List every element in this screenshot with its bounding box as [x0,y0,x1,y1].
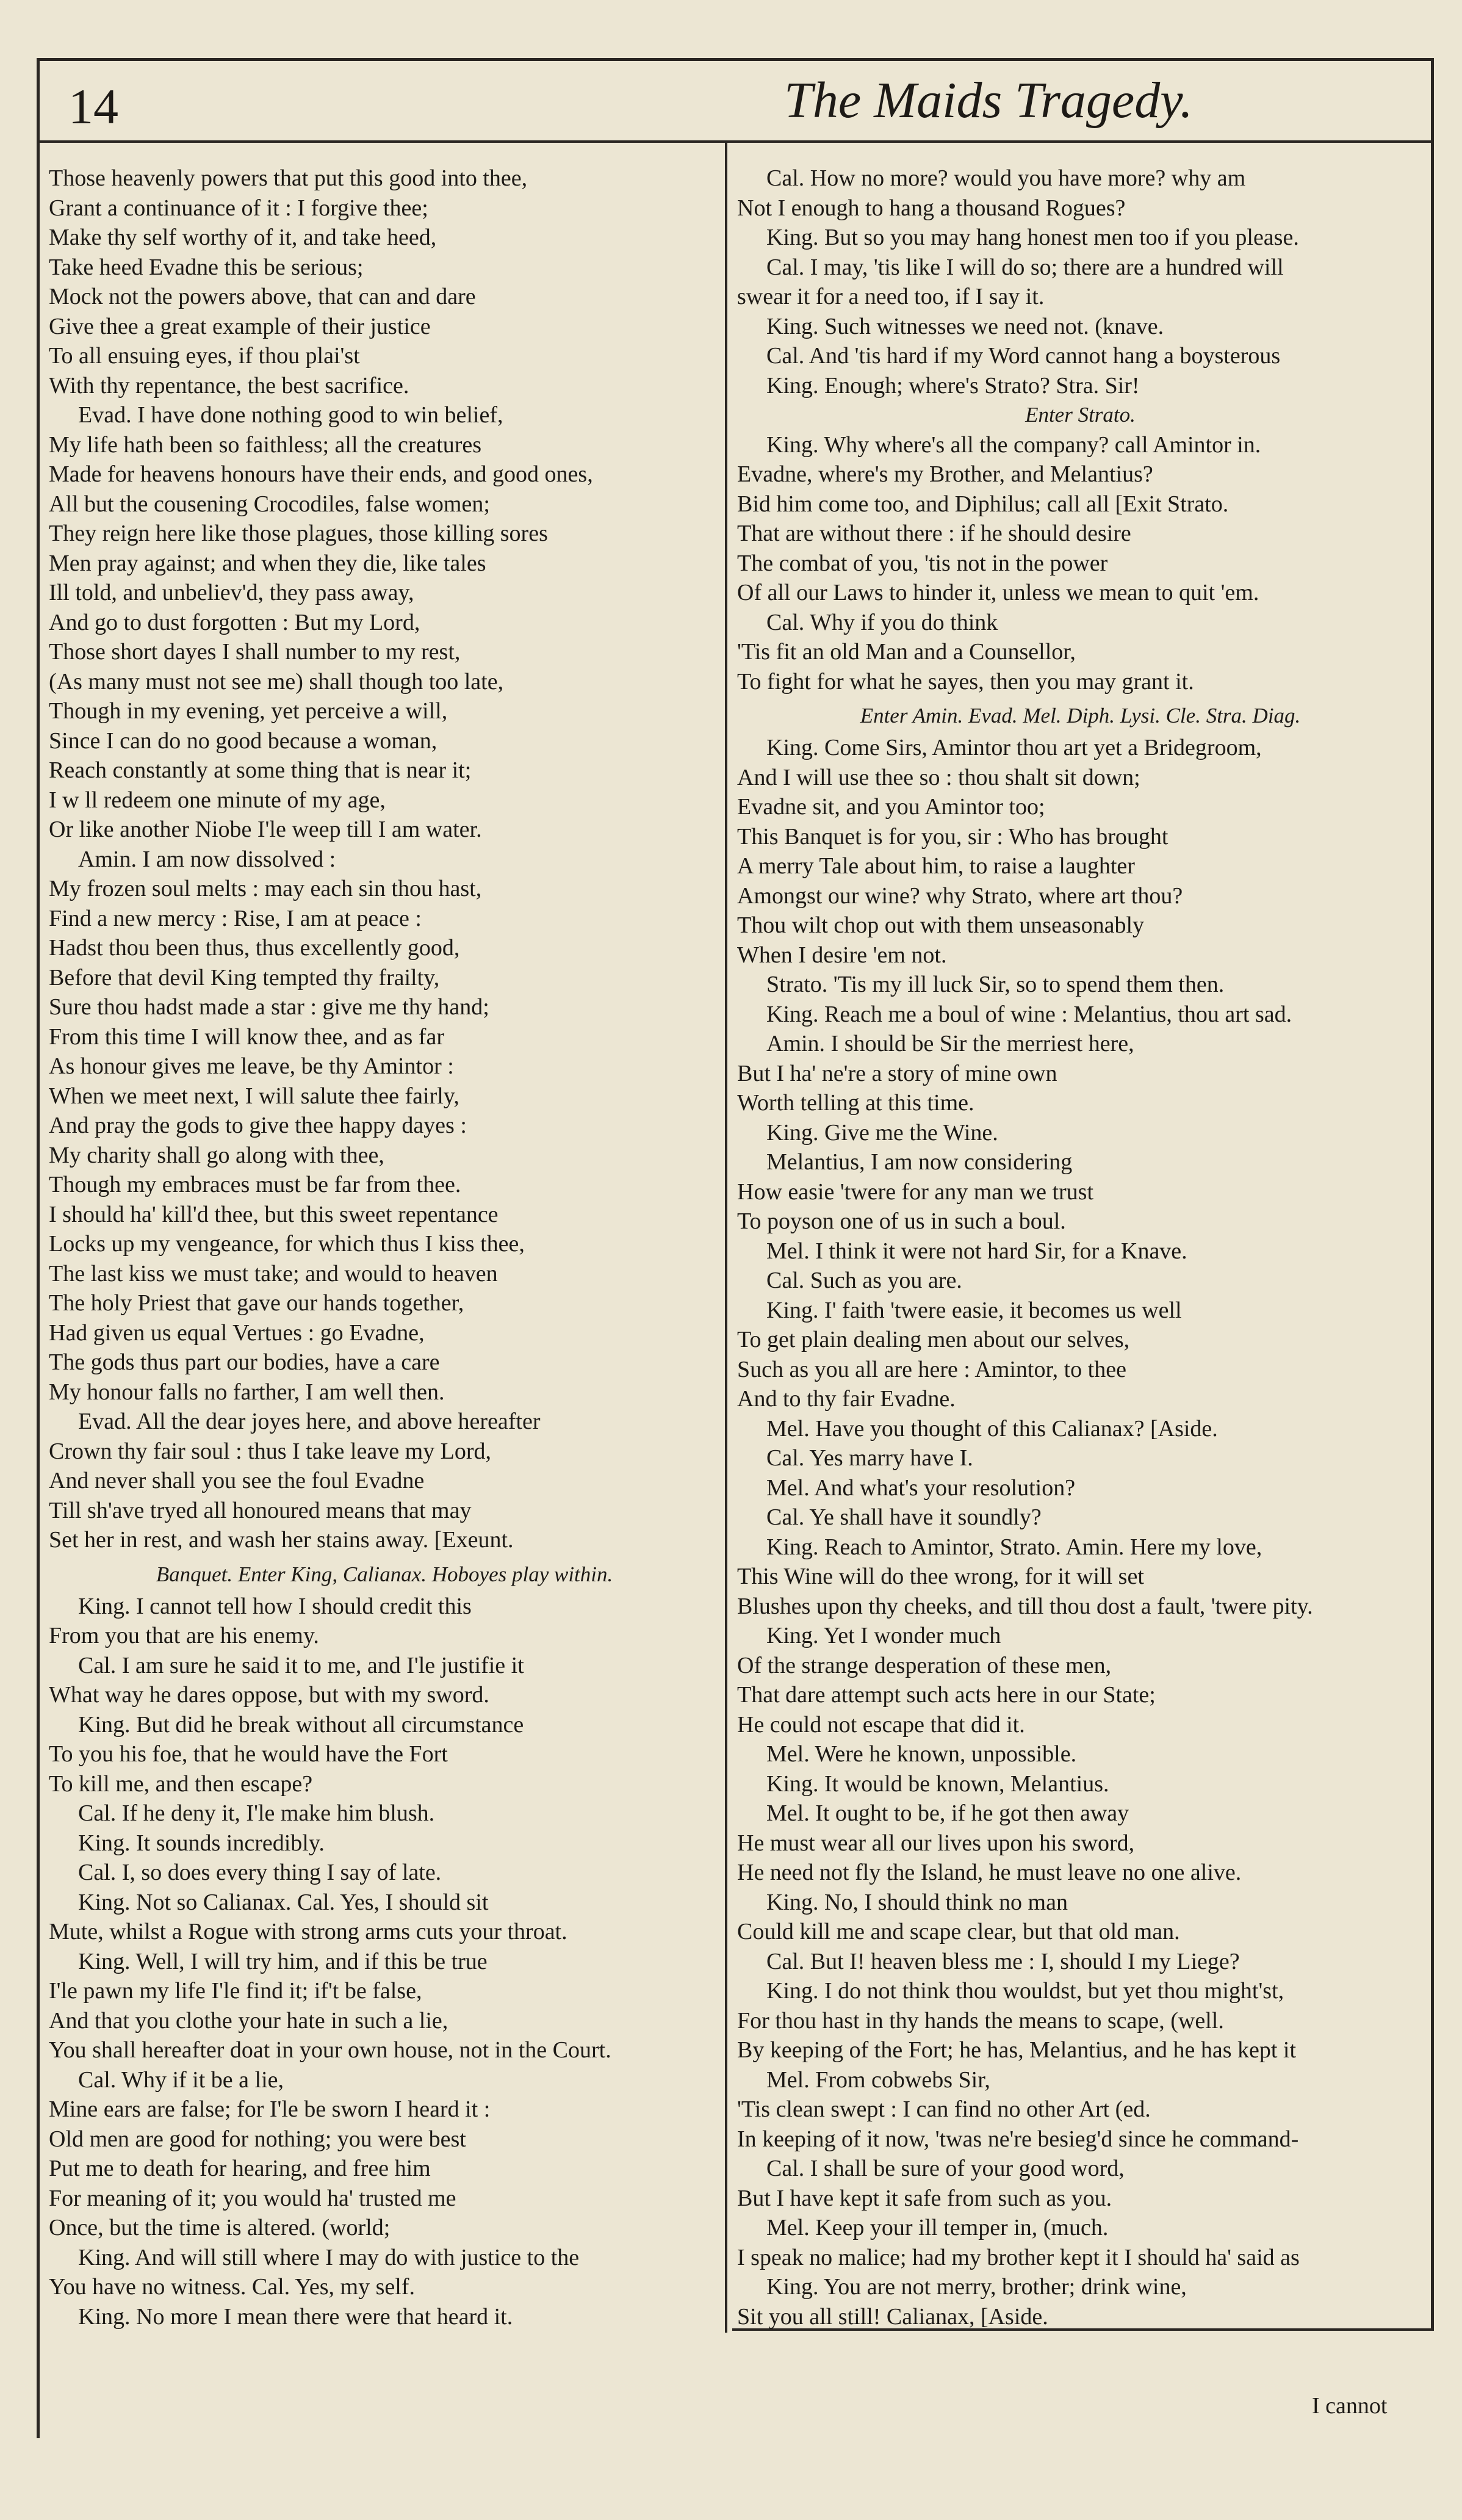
text-line: Mel. From cobwebs Sir, [766,2067,990,2093]
text-line: This Banquet is for you, sir : Who has brought [737,823,1169,850]
text-line: I should ha' kill'd thee, but this sweet repentance [49,1201,499,1227]
text-line: He could not escape that did it. [737,1711,1025,1738]
text-line: That dare attempt such acts here in our State; [737,1682,1156,1708]
text-line: Mine ears are false; for I'le be sworn I heard it : [49,2096,491,2122]
text-line: Cal. And 'tis hard if my Word cannot hang a boysterous [766,343,1281,369]
text-line: Mel. It ought to be, if he got then away [766,1800,1129,1826]
text-line: Cal. I shall be sure of your good word, [766,2156,1125,2181]
text-line: King. Enough; where's Strato? Stra. Sir! [766,372,1140,399]
text-line: The gods thus part our bodies, have a care [49,1349,440,1375]
text-line: Till sh'ave tryed all honoured means that may [49,1497,472,1523]
text-line: King. But did he break without all circumstance [78,1711,524,1738]
text-line: Cal. If he deny it, I'le make him blush. [78,1800,435,1826]
text-line: But I have kept it safe from such as you. [737,2185,1112,2211]
text-line: Made for heavens honours have their ends, and good ones, [49,461,593,487]
text-line: Bid him come too, and Diphilus; call all [Exit Strato. [737,491,1229,517]
text-line: All but the cousening Crocodiles, false women; [49,491,490,517]
text-line: Set her in rest, and wash her stains away. [Exeunt. [49,1527,514,1553]
text-line: Sit you all still! Calianax, [Aside. [737,2303,1048,2330]
text-line: Mel. Were he known, unpossible. [766,1741,1077,1767]
text-line: King. Reach to Amintor, Strato. Amin. Here my love, [766,1534,1262,1560]
text-line: King. And will still where I may do with justice to the [78,2244,580,2270]
text-line: To fight for what he sayes, then you may grant it. [737,668,1194,695]
text-line: Cal. Why if it be a lie, [78,2067,284,2093]
text-line: Though my embraces must be far from thee. [49,1172,461,1197]
text-line: King. Not so Calianax. Cal. Yes, I should sit [78,1889,489,1915]
text-line: King. But so you may hang honest men too if you please. [766,225,1299,250]
text-line: Mel. Have you thought of this Calianax? [Aside. [766,1415,1218,1442]
text-line: Evad. All the dear joyes here, and above hereafter [78,1409,541,1434]
text-line: The last kiss we must take; and would to heaven [49,1260,498,1287]
text-line: To get plain dealing men about our selves, [737,1327,1130,1352]
text-line: Those short dayes I shall number to my rest, [49,639,461,665]
text-line: Strato. 'Tis my ill luck Sir, so to spend them then. [766,972,1225,997]
text-line: Had given us equal Vertues : go Evadne, [49,1320,425,1346]
frame-left-rule [37,58,40,2438]
text-line: Worth telling at this time. [737,1090,974,1116]
text-line: Put me to death for hearing, and free him [49,2156,431,2181]
text-line: When I desire 'em not. [737,942,947,968]
text-line: That are without there : if he should desire [737,521,1131,546]
text-line: Evad. I have done nothing good to win belief, [78,402,503,428]
text-line: Reach constantly at some thing that is near it; [49,757,472,783]
text-line: Mel. I think it were not hard Sir, for a Knave. [766,1238,1187,1264]
text-line: Banquet. Enter King, Calianax. Hoboyes play within. [156,1562,613,1586]
text-line: Cal. Why if you do think [766,609,998,635]
text-line: King. No more I mean there were that heard it. [78,2303,513,2330]
text-line: And I will use thee so : thou shalt sit down; [737,764,1140,790]
text-line: Take heed Evadne this be serious; [49,254,364,280]
text-line: When we meet next, I will salute thee fairly, [49,1083,459,1109]
text-line: Evadne sit, and you Amintor too; [737,794,1045,820]
frame-right-rule [1431,58,1434,2328]
text-line: Such as you all are here : Amintor, to thee [737,1356,1126,1382]
text-line: To all ensuing eyes, if thou plai'st [49,343,360,369]
text-line: My charity shall go along with thee, [49,1142,384,1168]
text-line: Cal. Yes marry have I. [766,1445,973,1471]
text-line: Cal. Such as you are. [766,1268,962,1293]
text-line: Or like another Niobe I'le weep till I am water. [49,817,482,842]
text-line: Since I can do no good because a woman, [49,727,438,754]
text-line: Of the strange desperation of these men, [737,1652,1112,1678]
text-line: Melantius, I am now considering [766,1149,1073,1175]
text-line: The holy Priest that gave our hands together, [49,1290,464,1316]
text-line: From you that are his enemy. [49,1623,319,1648]
text-line: For thou hast in thy hands the means to scape, (well. [737,2007,1224,2034]
right-column [737,164,1424,2331]
text-line: King. Well, I will try him, and if this be true [78,1948,488,1974]
text-line: And go to dust forgotten : But my Lord, [49,609,420,635]
text-line: Thou wilt chop out with them unseasonably [737,912,1145,938]
frame-top-rule [37,58,1434,61]
text-line: Enter Amin. Evad. Mel. Diph. Lysi. Cle. Stra. Diag. [860,704,1301,727]
text-line: Grant a continuance of it : I forgive thee; [49,195,428,221]
text-line: For meaning of it; you would ha' trusted me [49,2185,456,2211]
text-line: Men pray against; and when they die, like tales [49,550,486,576]
text-line: A merry Tale about him, to raise a laughter [737,853,1135,879]
text-line: Make thy self worthy of it, and take heed, [49,225,437,250]
text-line: To you his foe, that he would have the Fort [49,1741,448,1767]
text-line: As honour gives me leave, be thy Amintor : [49,1053,454,1079]
text-line: Though in my evening, yet perceive a will, [49,698,448,724]
text-line: This Wine will do thee wrong, for it will set [737,1564,1144,1589]
text-line: You shall hereafter doat in your own house, not in the Court. [49,2037,611,2063]
text-line: I'le pawn my life I'le find it; if't be false, [49,1978,422,2004]
text-line: Could kill me and scape clear, but that old man. [737,1919,1180,1944]
catchword: I cannot [1312,2393,1388,2419]
text-line: But I ha' ne're a story of mine own [737,1060,1057,1086]
text-line: King. No, I should think no man [766,1889,1068,1915]
text-line: In keeping of it now, 'twas ne're besieg'd since he command- [737,2126,1299,2152]
text-line: Crown thy fair soul : thus I take leave my Lord, [49,1438,492,1464]
text-line: Old men are good for nothing; you were best [49,2126,466,2152]
page-number: 14 [68,79,118,134]
left-column [49,164,720,2331]
text-line: To kill me, and then escape? [49,1771,313,1797]
column-divider [725,142,727,2333]
text-line: How easie 'twere for any man we trust [737,1179,1094,1205]
text-line: King. You are not merry, brother; drink wine, [766,2274,1187,2300]
running-title: The Maids Tragedy. [784,72,1193,129]
text-line: Of all our Laws to hinder it, unless we mean to quit 'em. [737,580,1259,605]
text-line: My life hath been so faithless; all the creatures [49,431,482,458]
text-line: Those heavenly powers that put this good into thee, [49,165,528,191]
text-line: King. I do not think thou wouldst, but yet thou might'st, [766,1978,1284,2004]
text-line: Ill told, and unbeliev'd, they pass away, [49,580,414,605]
text-line: Sure thou hadst made a star : give me thy hand; [49,994,489,1020]
text-line: King. Give me the Wine. [766,1119,998,1146]
text-line: And that you clothe your hate in such a lie, [49,2007,448,2034]
text-line: Mel. And what's your resolution? [766,1475,1076,1501]
text-line: My honour falls no farther, I am well then. [49,1379,445,1405]
text-line: Enter Strato. [1025,403,1136,427]
text-line: Before that devil King tempted thy frailty, [49,964,440,991]
text-line: Locks up my vengeance, for which thus I kiss thee, [49,1231,525,1257]
text-line: Amongst our wine? why Strato, where art thou? [737,883,1183,909]
text-line: 'Tis fit an old Man and a Counsellor, [737,639,1076,665]
text-line: I speak no malice; had my brother kept it I should ha' said as [737,2244,1300,2270]
text-line: Blushes upon thy cheeks, and till thou dost a fault, 'twere pity. [737,1593,1313,1619]
text-line: King. Why where's all the company? call Amintor in. [766,431,1261,458]
text-line: Cal. Ye shall have it soundly? [766,1504,1042,1530]
text-line: King. I' faith 'twere easie, it becomes us well [766,1297,1182,1323]
text-line: By keeping of the Fort; he has, Melantius, and he has kept it [737,2037,1297,2063]
text-line: King. I cannot tell how I should credit this [78,1593,472,1619]
text-line: swear it for a need too, if I say it. [737,284,1045,309]
text-line: Find a new mercy : Rise, I am at peace : [49,905,422,931]
text-line: Amin. I should be Sir the merriest here, [766,1031,1134,1056]
text-line: Give thee a great example of their justice [49,313,431,339]
text-line: Evadne, where's my Brother, and Melantius? [737,461,1153,487]
text-line: King. Come Sirs, Amintor thou art yet a Bridegroom, [766,735,1262,760]
text-line: Amin. I am now dissolved : [78,846,336,872]
text-line: To poyson one of us in such a boul. [737,1208,1066,1234]
text-line: Cal. But I! heaven bless me : I, should I my Liege? [766,1948,1240,1974]
text-line: The combat of you, 'tis not in the power [737,550,1108,576]
text-line: Mel. Keep your ill temper in, (much. [766,2215,1109,2240]
text-line: And pray the gods to give thee happy dayes : [49,1113,467,1138]
text-line: King. Such witnesses we need not. (knave. [766,313,1164,339]
text-line: Mute, whilst a Rogue with strong arms cuts your throat. [49,1919,567,1944]
text-line: King. It would be known, Melantius. [766,1771,1109,1797]
text-line: 'Tis clean swept : I can find no other Art (ed. [737,2096,1151,2122]
text-line: With thy repentance, the best sacrifice. [49,372,409,399]
text-line: My frozen soul melts : may each sin thou hast, [49,876,482,901]
text-line: What way he dares oppose, but with my sword. [49,1682,489,1708]
text-line: You have no witness. Cal. Yes, my self. [49,2274,415,2300]
text-line: He must wear all our lives upon his sword, [737,1830,1135,1856]
text-line: King. It sounds incredibly. [78,1830,325,1856]
text-line: Cal. I, so does every thing I say of late. [78,1860,442,1885]
text-line: They reign here like those plagues, those killing sores [49,521,548,546]
header-rule [37,140,1434,143]
text-line: (As many must not see me) shall though too late, [49,668,504,695]
text-line: And to thy fair Evadne. [737,1386,956,1412]
text-line: Cal. I am sure he said it to me, and I'le justifie it [78,1652,524,1678]
text-line: I w ll redeem one minute of my age, [49,787,386,813]
text-line: Once, but the time is altered. (world; [49,2215,391,2240]
text-line: Cal. How no more? would you have more? why am [766,165,1246,191]
text-line: King. Yet I wonder much [766,1623,1001,1648]
text-line: King. Reach me a boul of wine : Melantius, thou art sad. [766,1001,1292,1027]
text-line: He need not fly the Island, he must leave no one alive. [737,1860,1242,1885]
text-line: Not I enough to hang a thousand Rogues? [737,195,1126,221]
text-line: Cal. I may, 'tis like I will do so; there are a hundred will [766,254,1284,280]
text-line: From this time I will know thee, and as far [49,1024,444,1050]
text-line: And never shall you see the foul Evadne [49,1468,425,1493]
text-line: Hadst thou been thus, thus excellently good, [49,935,460,961]
text-line: Mock not the powers above, that can and dare [49,284,476,309]
